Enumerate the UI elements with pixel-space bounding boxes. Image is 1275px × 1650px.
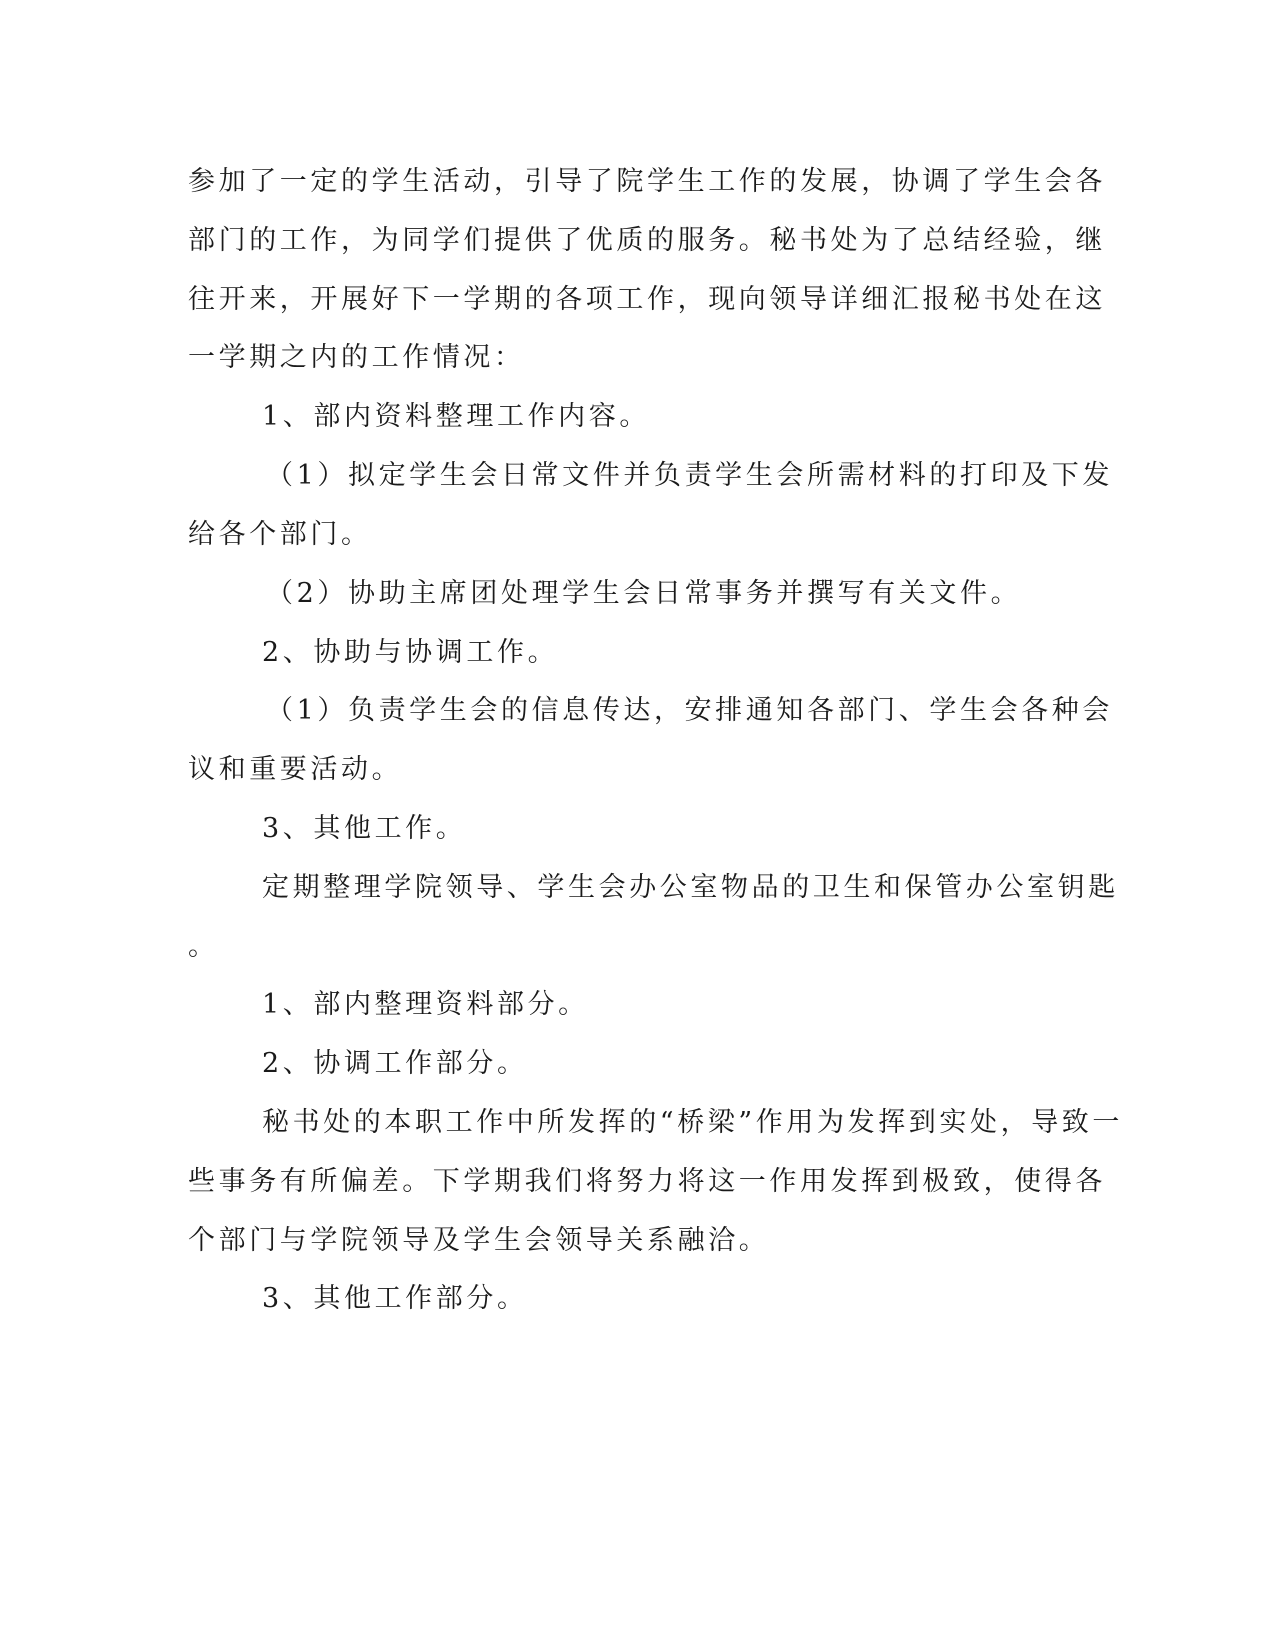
body-line: 些事务有所偏差。下学期我们将努力将这一作用发挥到极致，使得各 [188, 1166, 1106, 1197]
section-heading: 2、协调工作部分。 [262, 1048, 528, 1079]
body-line: 定期整理学院领导、学生会办公室物品的卫生和保管办公室钥匙 [262, 872, 1119, 903]
body-line: 给各个部门。 [188, 519, 372, 550]
body-line: 议和重要活动。 [188, 754, 403, 785]
list-item: （1）拟定学生会日常文件并负责学生会所需材料的打印及下发 [266, 460, 1113, 491]
body-line: 部门的工作，为同学们提供了优质的服务。秘书处为了总结经验，继 [188, 225, 1106, 256]
section-heading: 3、其他工作。 [262, 813, 467, 844]
section-heading: 3、其他工作部分。 [262, 1283, 528, 1314]
body-line: 个部门与学院领导及学生会领导关系融洽。 [188, 1225, 770, 1256]
section-heading: 2、协助与协调工作。 [262, 637, 559, 668]
body-line: 秘书处的本职工作中所发挥的“桥梁”作用为发挥到实处，导致一 [262, 1107, 1124, 1138]
list-item: （2）协助主席团处理学生会日常事务并撰写有关文件。 [266, 578, 1022, 609]
body-line: 一学期之内的工作情况： [188, 342, 525, 373]
body-line: 参加了一定的学生活动，引导了院学生工作的发展，协调了学生会各 [188, 166, 1106, 197]
section-heading: 1、部内整理资料部分。 [262, 989, 589, 1020]
list-item: （1）负责学生会的信息传达，安排通知各部门、学生会各种会 [266, 695, 1113, 726]
section-heading: 1、部内资料整理工作内容。 [262, 401, 650, 432]
body-line: 往开来，开展好下一学期的各项工作，现向领导详细汇报秘书处在这 [188, 284, 1106, 315]
body-line: 。 [188, 931, 219, 962]
